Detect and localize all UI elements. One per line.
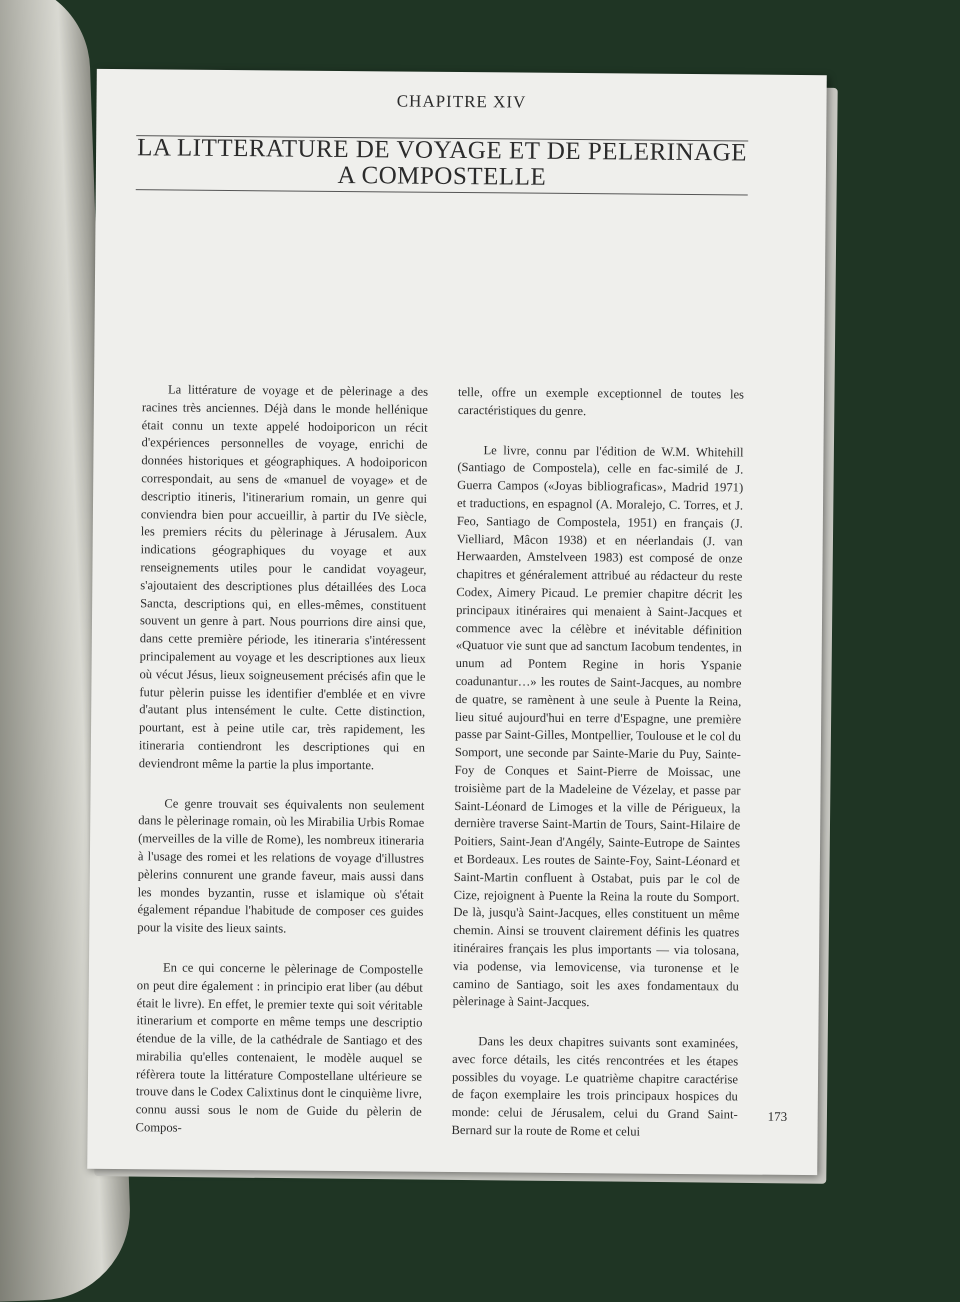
paragraph-continued: telle, offre un exemple exceptionnel de toutes les caractéristiques du genre. xyxy=(457,385,745,418)
paragraph: Dans les deux chapitres suivants sont examinées, avec force détails, les cités rencontrées et les étapes possibles du voyage. Le quatrième chapitre caractérise de façon exemplaire les trois principaux hospices du monde: celui de Jérusalem, celui du Grand Saint-Bernard sur la route de Rome et celui xyxy=(451,1034,739,1139)
book-page xyxy=(87,69,827,1175)
chapter-label: CHAPITRE XIV xyxy=(396,91,527,112)
chapter-title-line-2: A COMPOSTELLE xyxy=(337,161,547,191)
text-column-right xyxy=(451,384,744,1164)
chapter-title-line-1: LA LITTERATURE DE VOYAGE ET DE PELERINAGE xyxy=(137,134,748,167)
paragraph: La littérature de voyage et de pèlerinage a des racines très anciennes. Déjà dans le monde hellénique était connu un texte appelé hodoiporicon un récit d'expériences personnelles de voyage, enrichi de données historiques et géographiques. A hodoiporicon correspondait, au sens de «manuel de voyage» et de descriptio itineris, l'itinerarium romain, un genre qui conviendra bien pour accueillir, à partir du IVe siècle, les premiers récits du pèlerinage à Jérusalem. Aux indications géographiques du voyage et aux renseignements utiles pour le candidat voyageur, s'ajoutaient des descriptiones plus détaillées des Loca Sancta, descriptions qui, en elles-mêmes, constituent souvent un genre à part. Nous pourrions dire ainsi que, dans cette première période, les itineraria s'intéressent principalement au voyage et les descriptiones aux lieux où vécut Jésus, lieux soigneusement précisés afin que le futur pèlerin puisse les identifier d'emblée et en vivre d'autant plus intensément le culte. Cette distinction, pourtant, est à peine utile car, très rapidement, les itineraria contiendront les descriptiones qui en deviendront même la partie la plus importante. xyxy=(138,382,429,773)
paragraph: En ce qui concerne le pèlerinage de Compostelle on peut dire également : in principio erat liber (au début était le livre). En effet, le premier texte qui soit véritable itinerarium et comporte en même temps une descriptio étendue de la ville, de la cathédrale de Santiago et des mirabilia qu'elles contenaient, le modèle auquel se réfèrera toute la littérature Compostellane ultérieure se trouve dans le Codex Calixtinus dont le cinquième livre, connu aussi sous le nom de Guide du pèlerin de Compos- xyxy=(135,960,424,1135)
chapter-title xyxy=(136,135,748,192)
paragraph: Ce genre trouvait ses équivalents non seulement dans le pèlerinage romain, où les Mirabilia Urbis Romae (merveilles de la ville de Rome), les nombreux itineraria à l'usage des romei et les relations de voyage d'illustres pèlerins connurent une grande faveur, mais aussi dans les mondes byzantin, russe et islamique où s'était également répandue l'habitude de composer ces guides pour la visite des lieux saints. xyxy=(137,795,425,936)
text-column-left xyxy=(135,381,428,1161)
paragraph: Le livre, connu par l'édition de W.M. Whitehill (Santiago de Compostela), celle en fac-similé de J. Guerra Campos («Joyas bibliograficas», Madrid 1971) et traductions, en espagnol (A. Moralejo, C. Torres, et J. Feo, Santiago de Compostela, 1951) en français (J. Vielliard, Mâcon 1938) et en néerlandais (J. van Herwaarden, Amstelveen 1983) est composé de onze chapitres et généralement attribué au rédacteur du reste Codex, Aimery Picaud. Le premier chapitre décrit les principaux itinéraires qui menaient à Saint-Jacques et commence avec la célèbre et inévitable définition «Quatuor vie sunt que ad sanctum Iacobum tendentes, in unum ad Pontem Regine in horis Yspanie coadunantur…» les routes de Saint-Jacques, au nombre de quatre, se ramènent à une seule à Puente la Reina, lieu situé aujourd'hui en terre d'Espagne, une première passe par Saint-Gilles, Montpellier, Toulouse et le col du Somport, une seconde par Sainte-Marie du Puy, Sainte-Foy de Conques et Saint-Pierre de Moissac, une troisième part de la Madeleine de Vézelay, et passe par Saint-Léonard de Limoges et la ville de Périgueux, la dernière traverse Saint-Martin de Tours, Saint-Hilaire de Poitiers, Saint-Jean d'Angély, Sainte-Eutrope de Saintes et Bordeaux. Les routes de Sainte-Foy, Saint-Léonard et Saint-Martin confluent à Ostabat, puis par le col de Cize, rejoignent à Puente la Reina la route du Somport. De là, jusqu'à Saint-Jacques, elles constituent un même chemin. Ainsi se trouvent clairement définis les quatres itinéraires français les plus importants — via tolosana, via podense, via lemovicense, via turonense et le camino de Santiago, soit les axes fondamentaux du pèlerinage à Saint-Jacques. xyxy=(452,442,744,1010)
page-number: 173 xyxy=(767,1108,788,1124)
